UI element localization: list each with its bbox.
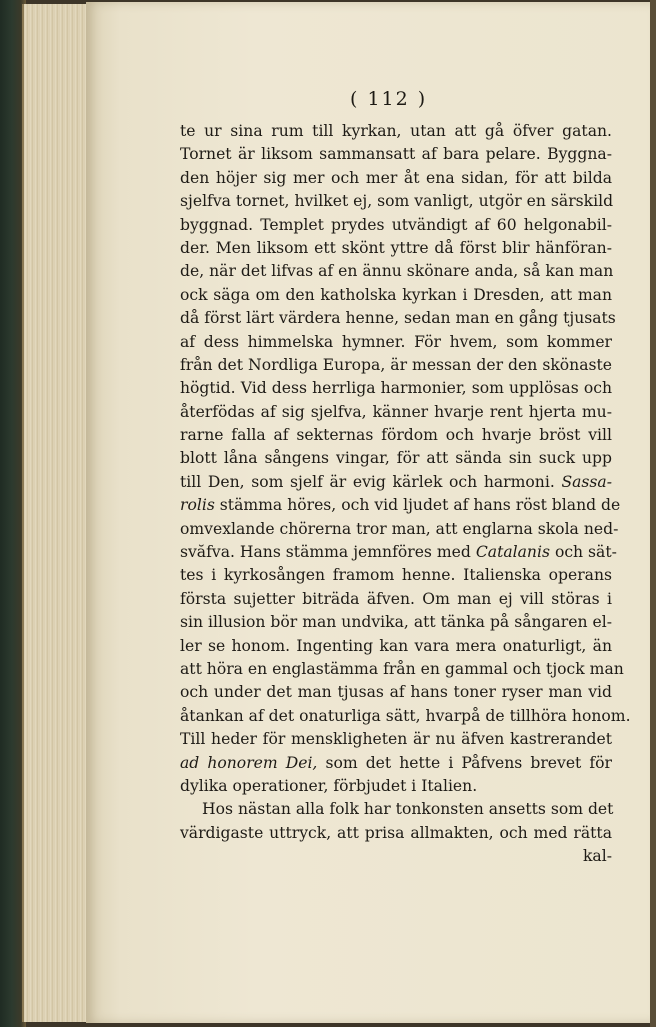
- text-line: [180, 752, 612, 775]
- italic-text: Catalanis: [475, 543, 550, 562]
- text-span: de, när det lifvas af en ännu skönare anda, så kan man: [180, 262, 614, 281]
- text-span: första sujetter biträda äfven. Om man ej vill störas i: [180, 589, 612, 608]
- text-line: [180, 331, 612, 354]
- text-span: kal-: [582, 847, 612, 866]
- text-span: rarne falla af sekternas fördom och hvarje bröst vill: [180, 426, 612, 445]
- text-line: [180, 564, 612, 587]
- text-span: blott låna sångens vingar, för att sända sin suck upp: [180, 449, 612, 468]
- italic-text: rolis: [180, 496, 215, 515]
- text-line: [180, 635, 612, 658]
- text-line: [180, 214, 612, 237]
- text-line: [180, 167, 612, 190]
- text-span: sjelfva tornet, hvilket ej, som vanligt, utgör en särskild: [180, 192, 614, 211]
- text-line: [180, 377, 612, 400]
- text-line: [180, 611, 612, 634]
- text-span: den höjer sig mer och mer åt ena sidan, för att bilda: [180, 168, 612, 187]
- text-span: återfödas af sig sjelfva, känner hvarje rent hjerta mu-: [180, 402, 612, 421]
- text-span: som det hette i Påfvens brevet för: [325, 753, 612, 772]
- text-line: [180, 401, 612, 424]
- text-line: [180, 822, 612, 845]
- text-line: [180, 681, 612, 704]
- text-span: te ur sina rum till kyrkan, utan att gå öfver gatan.: [180, 122, 612, 140]
- text-line: [180, 775, 612, 798]
- text-span: sin illusion bör man undvika, att tänka på sångaren el-: [180, 613, 612, 632]
- text-line: [180, 447, 612, 470]
- text-span: Hos nästan alla folk har tonkonsten ansetts som det: [202, 800, 614, 819]
- text-span: ler se honom. Ingenting kan vara mera onaturligt, än: [180, 636, 612, 655]
- text-span: omvexlande chörerna tror man, att englarna skola ned-: [180, 519, 619, 538]
- text-span: Till heder för menskligheten är nu äfven kastrerandet: [180, 730, 612, 749]
- text-span: byggnad. Templet prydes utvändigt af 60 helgonabil-: [180, 215, 612, 234]
- text-span: och under det man tjusas af hans toner ryser man vid: [180, 683, 612, 702]
- text-span: svăfva. Hans stämma jemnföres med: [180, 543, 471, 562]
- text-line: [180, 120, 612, 143]
- text-line: [180, 705, 631, 728]
- page-edges: [22, 4, 90, 1022]
- text-span: dylika operationer, förbjudet i Italien.: [180, 776, 478, 795]
- text-span: högtid. Vid dess herrliga harmonier, som upplösas och: [180, 379, 612, 398]
- text-span: värdigaste uttryck, att prisa allmakten, och med rätta: [180, 823, 612, 842]
- text-line: [180, 471, 612, 494]
- text-line: [180, 354, 612, 377]
- text-line: [180, 143, 612, 166]
- text-line: [180, 307, 616, 330]
- text-line: [180, 284, 612, 307]
- text-line: [180, 845, 612, 868]
- text-span: stämma höres, och vid ljudet af hans röst bland de: [219, 496, 621, 515]
- text-line: [180, 237, 612, 260]
- text-line: [180, 424, 612, 447]
- text-span: tes i kyrkosången framom henne. Italienska operans: [180, 566, 612, 585]
- text-span: att höra en englastämma från en gammal och tjock man: [180, 659, 624, 678]
- page-number: ( 112 ): [350, 88, 428, 110]
- text-span: till Den, som sjelf är evig kärlek och harmoni.: [180, 472, 555, 491]
- text-span: och sät-: [554, 543, 617, 562]
- text-line: [180, 588, 612, 611]
- italic-text: ad honorem Dei,: [180, 753, 318, 772]
- text-span: då först lärt värdera henne, sedan man en gång tjusats: [180, 309, 616, 328]
- text-line: [180, 190, 612, 213]
- text-line: [180, 658, 624, 681]
- text-span: åtankan af det onaturliga sätt, hvarpå de tillhöra honom.: [180, 706, 631, 725]
- text-line: [180, 728, 612, 751]
- body-text: [180, 120, 631, 869]
- text-span: ock säga om den katholska kyrkan i Dresden, att man: [180, 285, 612, 304]
- text-line: [180, 260, 612, 283]
- text-line: [180, 798, 612, 821]
- text-line: [180, 541, 617, 564]
- text-span: från det Nordliga Europa, är messan der den skönaste: [180, 355, 612, 374]
- text-span: Tornet är liksom sammansatt af bara pelare. Byggna-: [180, 145, 612, 164]
- right-edge: [650, 0, 656, 1027]
- italic-text: Sassa-: [561, 472, 612, 491]
- text-line: [180, 518, 619, 541]
- text-line: [180, 494, 621, 517]
- text-span: der. Men liksom ett skönt yttre då först blir hänföran-: [180, 238, 612, 257]
- text-span: af dess himmelska hymner. För hvem, som kommer: [180, 332, 612, 351]
